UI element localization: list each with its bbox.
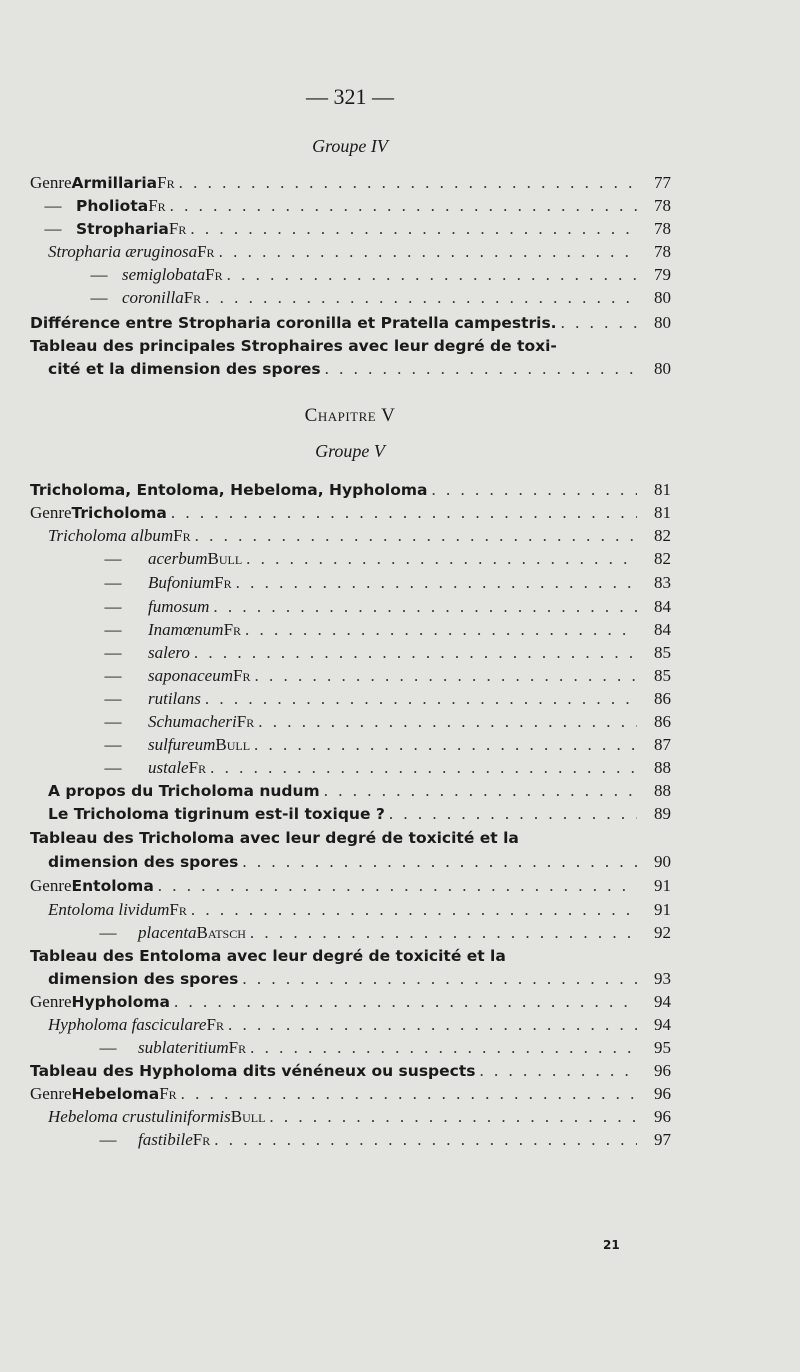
entry-page: 96 [654, 1061, 671, 1080]
entry-title: Armillaria [71, 174, 158, 192]
entry-title: Tricholoma [71, 504, 167, 522]
entry-page: 81 [654, 480, 671, 499]
entry-prefix: Genre [30, 992, 72, 1011]
toc-entry-salero [78, 641, 671, 664]
entry-author: Fr [168, 219, 187, 238]
entry-page: 80 [654, 288, 671, 307]
entry-prefix: Genre [30, 1084, 72, 1103]
entry-title: Tableau des Tricholoma avec leur degré de toxicité et la [30, 829, 519, 847]
ditto-dash: — [99, 923, 117, 942]
entry-title: Tableau des Hypholoma dits vénéneux ou suspects [30, 1062, 476, 1080]
toc-entry-placenta [78, 921, 671, 944]
ditto-dash: — [104, 689, 122, 708]
dot-leader [236, 571, 637, 594]
entry-prefix: Genre [30, 173, 72, 192]
entry-title: Hypholoma [71, 993, 170, 1011]
entry-page: 88 [654, 758, 671, 777]
entry-author: Fr [188, 758, 207, 777]
dot-leader [158, 874, 637, 897]
toc-entry-sulfureum [78, 733, 671, 756]
entry-title: semiglobata [122, 265, 206, 284]
dot-leader [174, 990, 637, 1013]
dot-leader [254, 733, 637, 756]
entry-page: 89 [654, 804, 671, 823]
entry-author: Fr [228, 1038, 247, 1057]
entry-title: Hypholoma fasciculare [48, 1015, 207, 1034]
entry-page: 96 [654, 1084, 671, 1103]
entry-author: Fr [159, 1084, 177, 1103]
entry-title: fumosum [148, 597, 210, 616]
dot-leader [195, 524, 637, 547]
toc-entry-inamoenum [78, 618, 671, 641]
entry-title: dimension des spores [48, 853, 239, 871]
toc-entry-groupe-v-genera [30, 478, 671, 501]
toc-entry-tableau-entoloma-line2 [48, 967, 671, 990]
toc-entry-saponaceum [78, 664, 671, 687]
entry-page: 86 [654, 689, 671, 708]
entry-title: Stropharia æruginosa [48, 242, 198, 261]
dot-leader [324, 779, 637, 802]
toc-entry-stropharia-aeruginosa [48, 240, 671, 263]
entry-author: Bull [207, 549, 243, 568]
entry-page: 78 [654, 196, 671, 215]
toc-entry-bufonium [78, 571, 671, 594]
toc-entry-fastibile [78, 1128, 671, 1151]
ditto-dash: — [90, 288, 108, 307]
entry-page: 94 [654, 992, 671, 1011]
ditto-dash: — [104, 666, 122, 685]
dot-leader [219, 240, 637, 263]
entry-title: Le Tricholoma tigrinum est-il toxique ? [48, 805, 385, 823]
toc-entry-difference [30, 311, 671, 334]
dot-leader [170, 194, 637, 217]
ditto-dash: — [99, 1130, 117, 1149]
toc-entry-genre-entoloma [30, 874, 671, 897]
entry-title: ustale [148, 758, 189, 777]
toc-entry-hebeloma-crustuliniformis [48, 1105, 671, 1128]
toc-entry-genre-tricholoma [30, 501, 671, 524]
dot-leader [210, 756, 637, 779]
dot-leader [242, 967, 637, 990]
dot-leader [431, 478, 637, 501]
dot-leader [561, 311, 637, 334]
entry-page: 79 [654, 265, 671, 284]
toc-entry-schumacheri [78, 710, 671, 733]
dot-leader [479, 1059, 637, 1082]
entry-author: Bull [215, 735, 251, 754]
entry-author: Batsch [196, 923, 246, 942]
toc-entry-tableau-entoloma-line1 [30, 944, 671, 967]
entry-page: 85 [654, 666, 671, 685]
toc-entry-coronilla [76, 286, 671, 309]
entry-title: coronilla [122, 288, 184, 307]
ditto-dash: — [44, 219, 62, 238]
toc-entry-tableau-strophaires-line2 [48, 357, 671, 380]
toc-entry-genre-hypholoma [30, 990, 671, 1013]
dot-leader [245, 618, 637, 641]
entry-title: Hebeloma [71, 1085, 160, 1103]
entry-page: 81 [654, 503, 671, 522]
toc-entry-armillaria [30, 171, 671, 194]
toc-entry-sublateritium [78, 1036, 671, 1059]
dot-leader [205, 687, 637, 710]
toc-entry-tricholoma-nudum [48, 779, 671, 802]
entry-title: Entoloma lividum [48, 900, 170, 919]
entry-title: acerbum [148, 549, 208, 568]
entry-title: salero [148, 643, 190, 662]
entry-title: Hebeloma crustuliniformis [48, 1107, 231, 1126]
entry-page: 87 [654, 735, 671, 754]
toc-entry-entoloma-lividum [48, 898, 671, 921]
entry-author: Fr [205, 265, 223, 284]
entry-page: 80 [654, 359, 671, 378]
entry-author: Fr [183, 288, 202, 307]
entry-page: 97 [654, 1130, 671, 1149]
entry-page: 93 [654, 969, 671, 988]
entry-page: 82 [654, 526, 671, 545]
section-groupe-iv: Groupe IV [312, 136, 388, 156]
dot-leader [389, 802, 637, 825]
entry-author: Bull [230, 1107, 266, 1126]
entry-page: 92 [654, 923, 671, 942]
entry-author: Fr [232, 666, 251, 685]
entry-author: Fr [192, 1130, 211, 1149]
ditto-dash: — [104, 758, 122, 777]
entry-title: A propos du Tricholoma nudum [48, 782, 320, 800]
toc-entry-fumosum [78, 595, 671, 618]
entry-title: Tricholoma album [48, 526, 174, 545]
page-number: — 321 — [306, 84, 394, 109]
entry-title: Tricholoma, Entoloma, Hebeloma, Hypholoma [30, 481, 428, 499]
toc-entry-stropharia [30, 217, 671, 240]
toc-entry-tableau-tricholoma-line2 [48, 850, 671, 873]
entry-title: Entoloma [71, 877, 154, 895]
dot-leader [269, 1105, 637, 1128]
entry-title: Bufonium [148, 573, 215, 592]
dot-leader [213, 595, 637, 618]
entry-prefix: Genre [30, 876, 72, 895]
toc-entry-tigrinum [48, 802, 671, 825]
entry-title: fastibile [138, 1130, 193, 1149]
toc-entry-tableau-strophaires-line1 [30, 334, 671, 357]
toc-entry-genre-hebeloma [30, 1082, 671, 1105]
toc-entry-semiglobata [76, 263, 671, 286]
dot-leader [181, 1082, 637, 1105]
toc-entry-tableau-tricholoma-line1 [30, 826, 671, 849]
entry-page: 83 [654, 573, 671, 592]
toc-entry-rutilans [78, 687, 671, 710]
ditto-dash: — [90, 265, 108, 284]
section-groupe-v: Groupe V [315, 441, 385, 461]
entry-page: 80 [654, 313, 671, 332]
entry-title: Schumacheri [148, 712, 237, 731]
ditto-dash: — [44, 196, 62, 215]
entry-page: 84 [654, 620, 671, 639]
entry-title: cité et la dimension des spores [48, 360, 321, 378]
entry-page: 82 [654, 549, 671, 568]
entry-author: Fr [157, 173, 175, 192]
ditto-dash: — [99, 1038, 117, 1057]
ditto-dash: — [104, 643, 122, 662]
entry-title: sublateritium [138, 1038, 229, 1057]
entry-page: 91 [654, 900, 671, 919]
entry-page: 91 [654, 876, 671, 895]
dot-leader [242, 850, 637, 873]
dot-leader [190, 217, 637, 240]
entry-page: 86 [654, 712, 671, 731]
ditto-dash: — [104, 597, 122, 616]
dot-leader [179, 171, 637, 194]
entry-author: Fr [236, 712, 255, 731]
dot-leader [246, 547, 637, 570]
ditto-dash: — [104, 573, 122, 592]
entry-title: Stropharia [76, 220, 169, 238]
entry-title: saponaceum [148, 666, 233, 685]
dot-leader [214, 1128, 637, 1151]
dot-leader [194, 641, 637, 664]
dot-leader [171, 501, 637, 524]
toc-entry-pholiota [30, 194, 671, 217]
entry-title: rutilans [148, 689, 201, 708]
entry-author: Fr [169, 900, 187, 919]
entry-author: Fr [197, 242, 215, 261]
ditto-dash: — [104, 735, 122, 754]
entry-title: Tableau des Entoloma avec leur degré de toxicité et la [30, 947, 506, 965]
dot-leader [250, 921, 637, 944]
entry-title: Inamœnum [148, 620, 224, 639]
entry-author: Fr [214, 573, 232, 592]
ditto-dash: — [104, 620, 122, 639]
toc-entry-acerbum [78, 547, 671, 570]
dot-leader [254, 664, 637, 687]
toc-entry-hypholoma-fasciculare [48, 1013, 671, 1036]
chapter-heading: Chapitre V [304, 405, 396, 426]
entry-prefix: Genre [30, 503, 72, 522]
toc-entry-tricholoma-album [48, 524, 671, 547]
toc-entry-ustale [78, 756, 671, 779]
entry-author: Fr [223, 620, 242, 639]
signature-mark: 21 [603, 1238, 620, 1252]
dot-leader [228, 1013, 637, 1036]
entry-page: 95 [654, 1038, 671, 1057]
entry-page: 77 [654, 173, 671, 192]
dot-leader [191, 898, 637, 921]
toc-entry-tableau-hypholoma [30, 1059, 671, 1082]
entry-author: Fr [206, 1015, 224, 1034]
entry-page: 90 [654, 852, 671, 871]
dot-leader [325, 357, 637, 380]
entry-page: 78 [654, 219, 671, 238]
entry-page: 84 [654, 597, 671, 616]
dot-leader [250, 1036, 637, 1059]
entry-title: dimension des spores [48, 970, 239, 988]
entry-page: 96 [654, 1107, 671, 1126]
dot-leader [205, 286, 637, 309]
entry-title: sulfureum [148, 735, 216, 754]
ditto-dash: — [104, 549, 122, 568]
entry-page: 78 [654, 242, 671, 261]
entry-title: Pholiota [76, 197, 149, 215]
entry-page: 88 [654, 781, 671, 800]
entry-author: Fr [173, 526, 191, 545]
ditto-dash: — [104, 712, 122, 731]
entry-title: Tableau des principales Strophaires avec leur degré de toxi- [30, 337, 557, 355]
dot-leader [258, 710, 637, 733]
entry-page: 94 [654, 1015, 671, 1034]
entry-title: placenta [138, 923, 197, 942]
dot-leader [227, 263, 637, 286]
entry-title: Différence entre Stropharia coronilla et Pratella campestris. [30, 314, 557, 332]
entry-author: Fr [148, 196, 166, 215]
entry-page: 85 [654, 643, 671, 662]
